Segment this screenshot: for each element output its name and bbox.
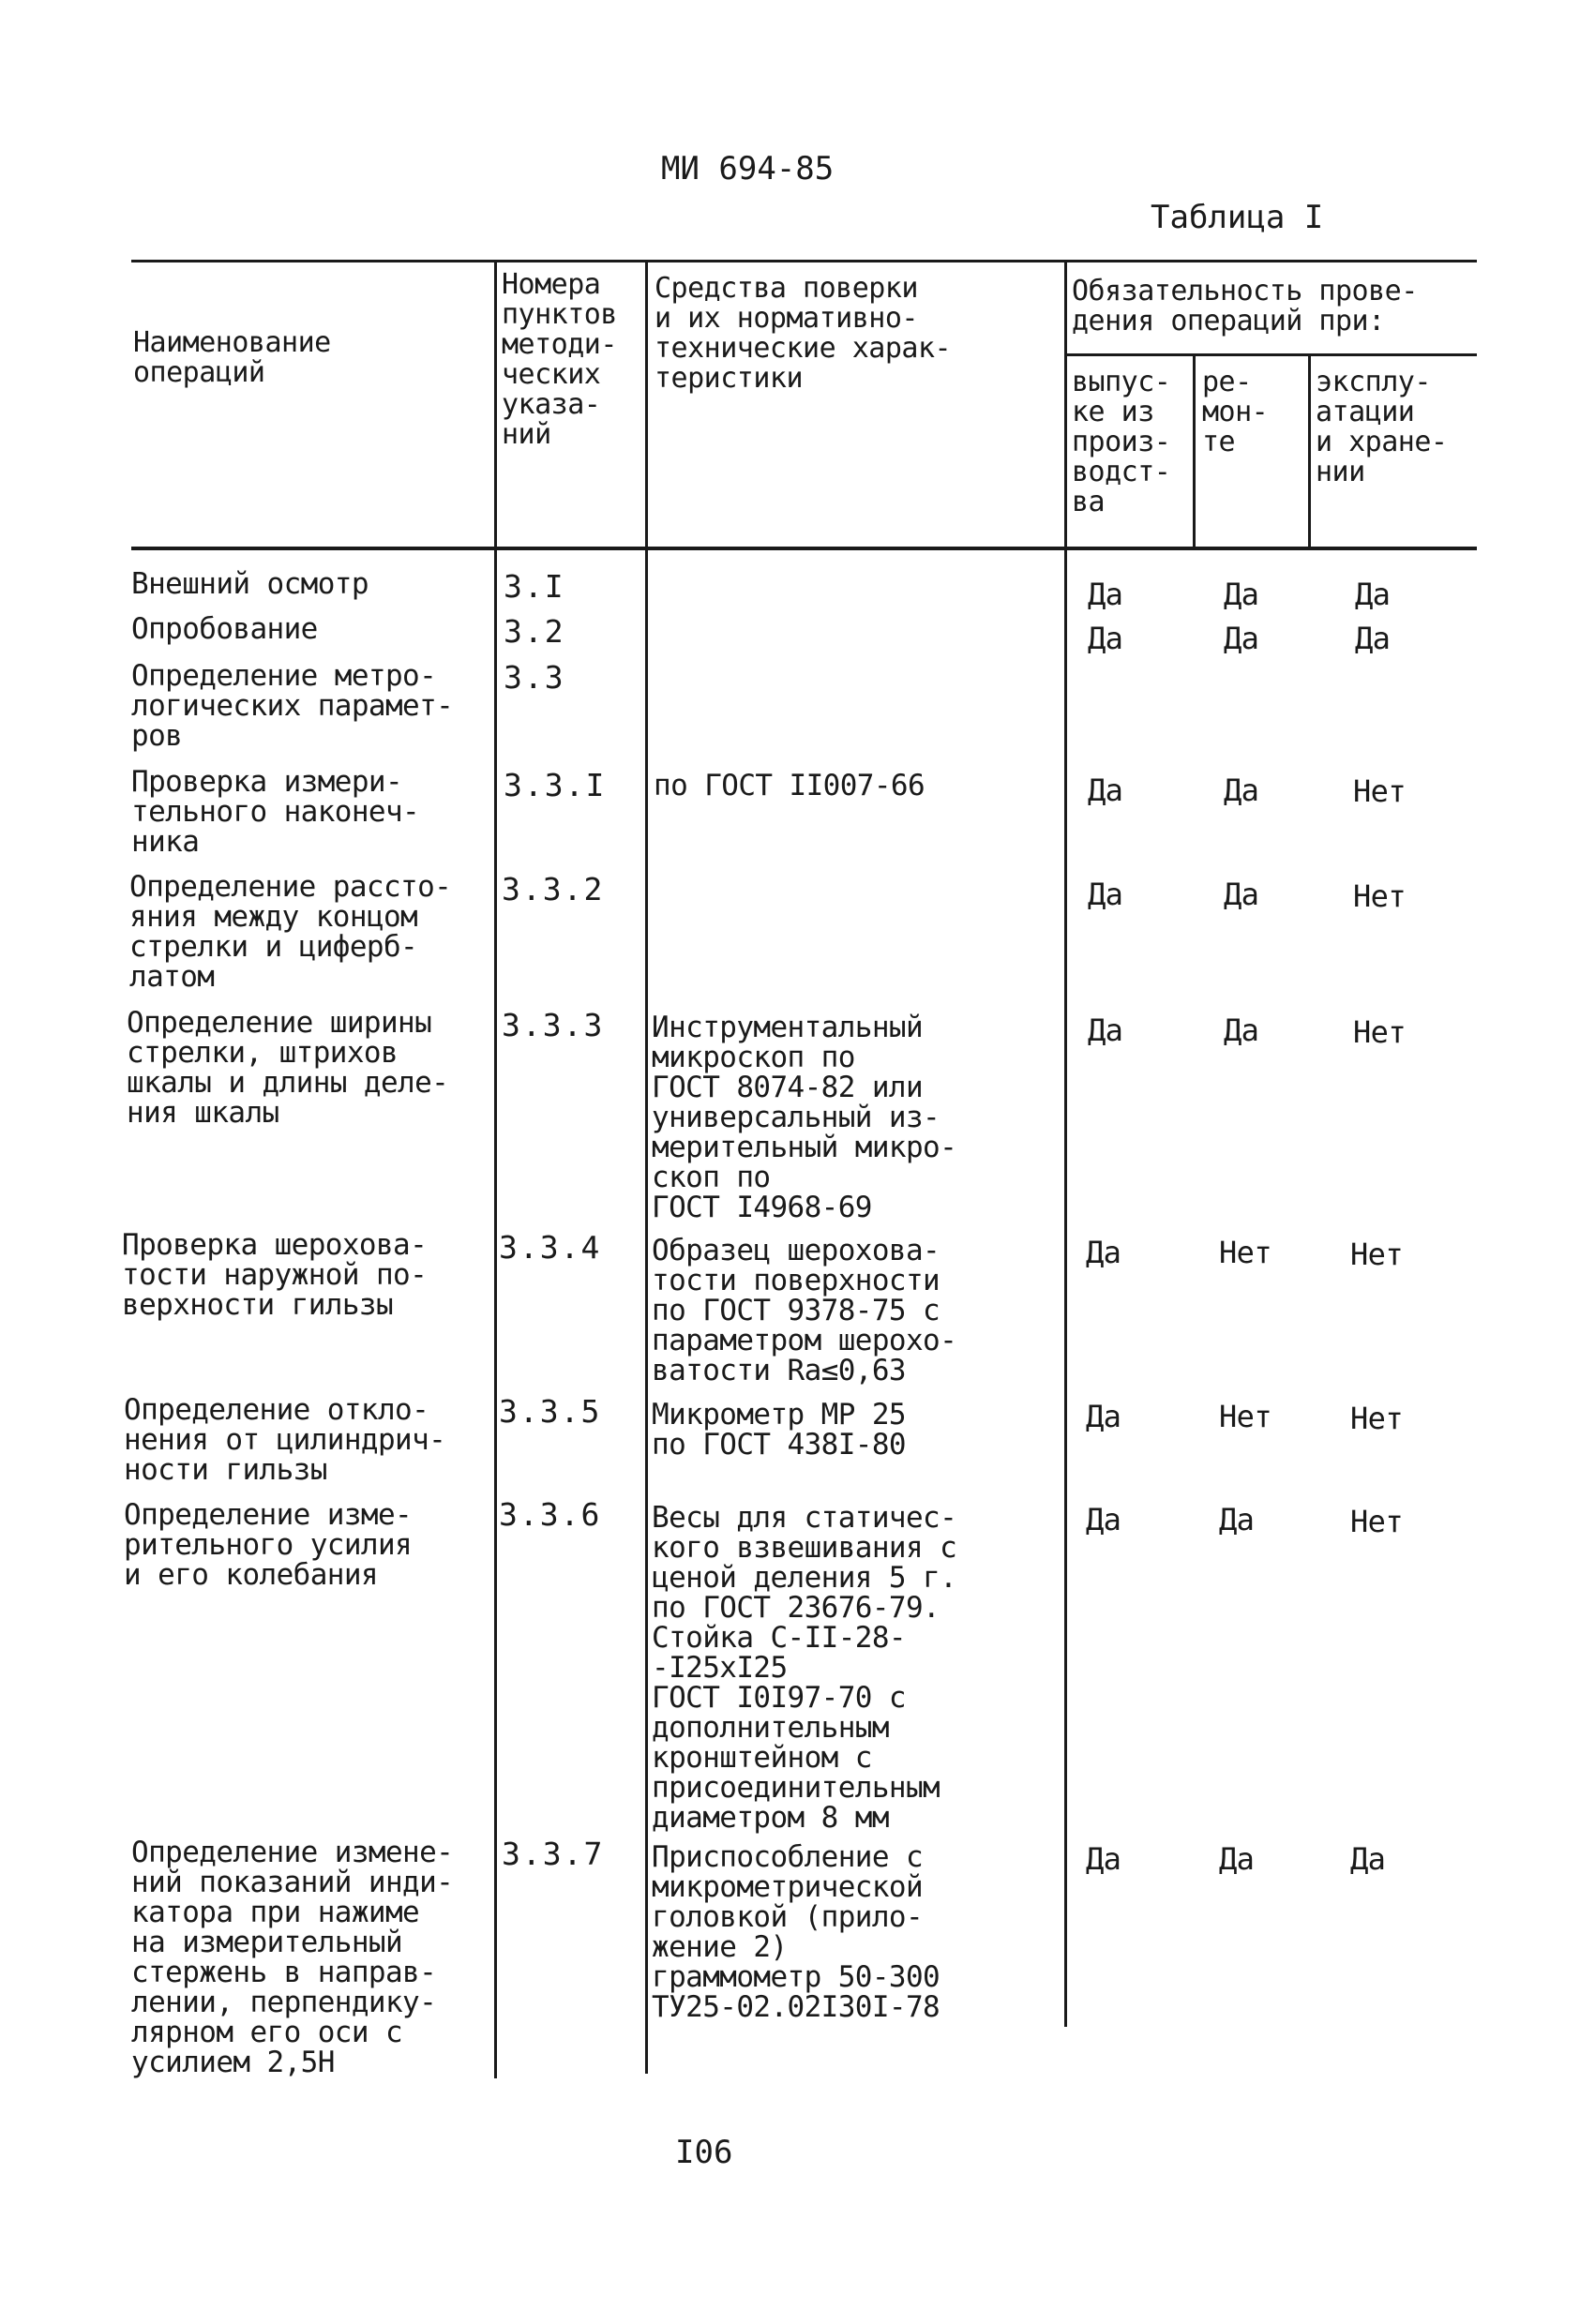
row-5-release: Да	[1088, 877, 1123, 912]
header-operation: Наименование операций	[133, 326, 331, 389]
row-4-operation-storage: Нет	[1353, 773, 1406, 809]
row-7-operation-storage: Нет	[1350, 1237, 1403, 1272]
row-1-clause: 3.I	[504, 568, 565, 605]
row-1-operation-storage: Да	[1355, 577, 1391, 612]
row-9-means: Весы для статичес- кого взвешивания с ценой деления 5 г. по ГОСТ 23676-79. Стойка С-II-28- -I25xI25 ГОСТ I0I97-70 с дополнительным кронштейном с присоединительным диаметром 8 мм	[652, 1501, 957, 1835]
row-5-clause: 3.3.2	[502, 871, 605, 907]
row-8-operation-storage: Нет	[1350, 1401, 1403, 1436]
row-5-operation: Определение рассто- яния между концом стрелки и циферб- латом	[129, 870, 452, 994]
row-3-clause: 3.3	[504, 659, 565, 696]
row-1-operation: Внешний осмотр	[131, 567, 369, 601]
row-4-operation: Проверка измери- тельного наконеч- ника	[131, 765, 420, 859]
column-divider-2	[645, 260, 648, 2074]
row-7-operation: Проверка шерохова- тости наружной по- верхности гильзы	[122, 1228, 428, 1322]
row-10-clause: 3.3.7	[502, 1836, 605, 1872]
row-4-repair: Да	[1224, 772, 1259, 808]
row-9-operation-storage: Нет	[1350, 1504, 1403, 1539]
row-6-clause: 3.3.3	[502, 1007, 605, 1043]
table-caption: Таблица I	[1151, 199, 1324, 236]
row-7-means: Образец шерохова- тости поверхности по ГОСТ 9378-75 с параметром шерохо- ватости Ra≤0,63	[652, 1234, 957, 1387]
row-7-release: Да	[1086, 1235, 1121, 1270]
header-clause: Номера пунктов методи- ческих указа- ний	[502, 268, 617, 451]
row-3-operation: Определение метро- логических парамет- ров	[131, 659, 454, 753]
row-6-means: Инструментальный микроскоп по ГОСТ 8074-82 или универсальный из- мерительный микро- скоп по ГОСТ I4968-69	[652, 1011, 957, 1224]
row-9-clause: 3.3.6	[499, 1496, 602, 1533]
row-2-clause: 3.2	[504, 613, 565, 650]
column-divider-3	[1064, 260, 1067, 2027]
row-9-operation: Определение изме- рительного усилия и его колебания	[124, 1498, 413, 1592]
row-8-clause: 3.3.5	[499, 1393, 602, 1430]
column-divider-4	[1193, 353, 1196, 550]
header-operation-storage: эксплу- атации и хране- нии	[1316, 366, 1448, 488]
row-5-repair: Да	[1224, 877, 1259, 912]
column-divider-5	[1308, 353, 1311, 550]
obligation-sub-rule	[1064, 353, 1477, 356]
row-9-repair: Да	[1219, 1502, 1255, 1537]
row-1-release: Да	[1088, 577, 1123, 612]
row-10-release: Да	[1086, 1841, 1121, 1877]
row-1-repair: Да	[1224, 577, 1259, 612]
row-10-repair: Да	[1219, 1841, 1255, 1877]
column-divider-1	[494, 260, 497, 2078]
row-8-release: Да	[1086, 1399, 1121, 1434]
row-4-release: Да	[1088, 772, 1123, 808]
row-6-operation-storage: Нет	[1353, 1014, 1406, 1050]
row-4-means: по ГОСТ II007-66	[654, 769, 925, 802]
row-9-release: Да	[1086, 1502, 1121, 1537]
row-8-operation: Определение откло- нения от цилиндрич- ности гильзы	[124, 1393, 446, 1487]
header-obligation: Обязательность прове- дения операций при:	[1072, 275, 1418, 337]
row-7-repair: Нет	[1219, 1235, 1271, 1270]
header-release: выпус- ке из произ- водст- ва	[1072, 366, 1171, 518]
row-10-operation-storage: Да	[1350, 1841, 1386, 1877]
row-6-release: Да	[1088, 1012, 1123, 1048]
row-6-operation: Определение ширины стрелки, штрихов шкалы и длины деле- ния шкалы	[127, 1006, 449, 1130]
header-bottom-rule	[131, 547, 1477, 550]
row-2-repair: Да	[1224, 621, 1259, 656]
row-2-operation-storage: Да	[1355, 621, 1391, 656]
table-top-rule	[131, 260, 1477, 262]
row-6-repair: Да	[1224, 1012, 1259, 1048]
header-repair: ре- мон- те	[1202, 366, 1269, 458]
document-code: МИ 694-85	[661, 150, 835, 187]
row-2-release: Да	[1088, 621, 1123, 656]
row-10-operation: Определение измене- ний показаний инди- катора при нажиме на измерительный стержень в направ- лении, перпендику- лярном его оси с усилием 2,5Н	[131, 1836, 454, 2079]
row-8-repair: Нет	[1219, 1399, 1271, 1434]
header-means: Средства поверки и их нормативно- технические харак- теристики	[655, 272, 952, 395]
row-4-clause: 3.3.I	[504, 767, 607, 803]
row-10-means: Приспособление с микрометрической головкой (прило- жение 2) граммометр 50-300 ТУ25-02.02I30I-78	[652, 1840, 940, 2024]
page-number: I06	[675, 2134, 733, 2171]
row-2-operation: Опробование	[131, 612, 318, 646]
row-8-means: Микрометр МР 25 по ГОСТ 438I-80	[652, 1398, 906, 1462]
row-7-clause: 3.3.4	[499, 1229, 602, 1266]
row-5-operation-storage: Нет	[1353, 878, 1406, 914]
